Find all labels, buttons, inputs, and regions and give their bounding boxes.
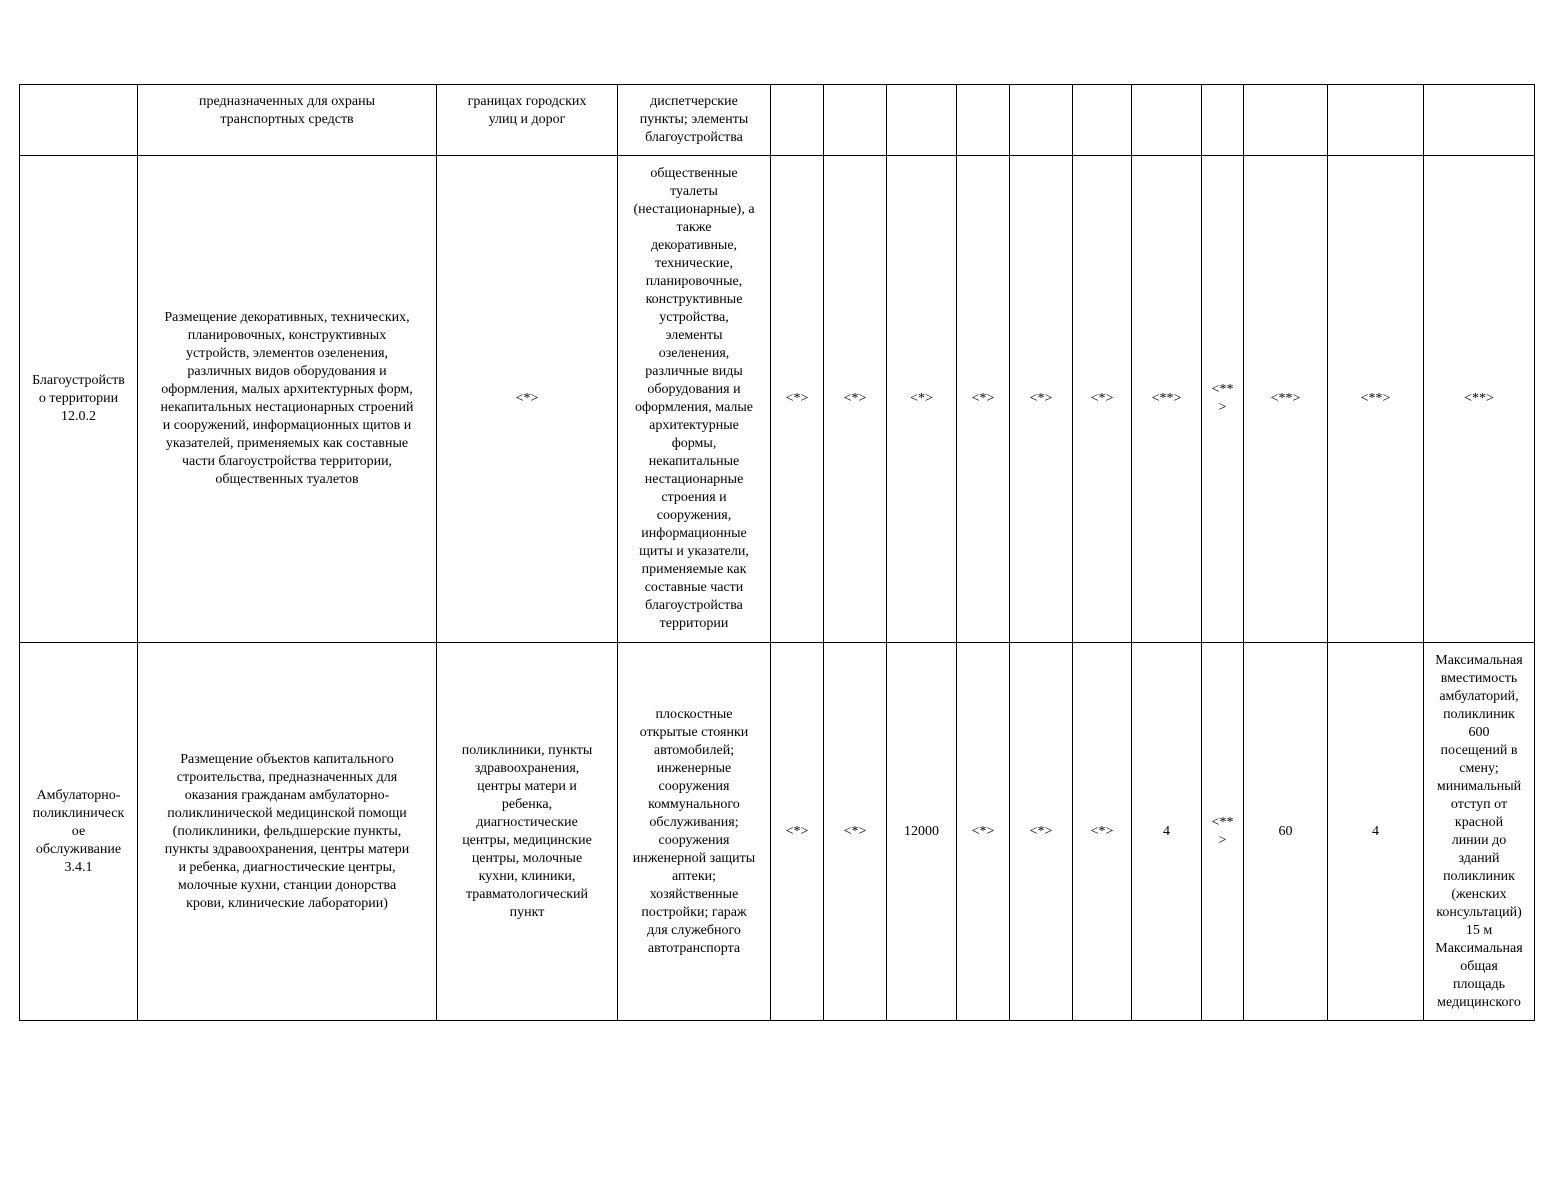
table-cell: <*> bbox=[437, 156, 618, 643]
table-row bbox=[20, 85, 1535, 156]
regulations-table bbox=[19, 84, 1535, 1021]
table-cell bbox=[20, 85, 138, 156]
table-cell bbox=[824, 85, 887, 156]
table-cell: 4 bbox=[1132, 643, 1202, 1021]
table-cell: <**> bbox=[1328, 156, 1424, 643]
table-cell: <*> bbox=[1010, 643, 1073, 1021]
table-cell-text: Максимальная вместимость амбулаторий, поликлиник 600 посещений в смену; минимальный отступ от красной линии до зданий поликлиник (женских консультаций) 15 м Максимальная общая площадь медицинского bbox=[1435, 652, 1523, 1010]
table-cell: границах городских улиц и дорог bbox=[437, 85, 618, 156]
table-cell: <*> bbox=[1073, 156, 1132, 643]
table-cell bbox=[1424, 85, 1535, 156]
table-cell: <*> bbox=[771, 156, 824, 643]
table-cell bbox=[1073, 85, 1132, 156]
table-cell bbox=[1202, 85, 1244, 156]
table-cell: плоскостные открытые стоянки автомобилей; инженерные сооружения коммунального обслуживания; сооружения инженерной защиты аптеки; хозяйственные постройки; гараж для служебного автотранспорта bbox=[618, 643, 771, 1021]
table-cell bbox=[1328, 85, 1424, 156]
table-cell: <*> bbox=[957, 643, 1010, 1021]
table-cell: <*> bbox=[887, 156, 957, 643]
table-cell: 4 bbox=[1328, 643, 1424, 1021]
table-cell: Размещение объектов капитального строительства, предназначенных для оказания гражданам амбулаторно- поликлинической медицинской помощи (поликлиники, фельдшерские пункты, пункты здравоохранения, центры матери и ребенка, диагностические центры, молочные кухни, станции донорства крови, клинические лаборатории) bbox=[138, 643, 437, 1021]
table-cell bbox=[771, 85, 824, 156]
table-cell: Размещение декоративных, технических, планировочных, конструктивных устройств, элементов озеленения, различных видов оборудования и оформления, малых архитектурных форм, некапитальных нестационарных строений и сооружений, информационных щитов и указателей, применяемых как составные части благоустройства территории, общественных туалетов bbox=[138, 156, 437, 643]
table-cell bbox=[1132, 85, 1202, 156]
table-cell bbox=[1424, 643, 1535, 1021]
table-cell: <*> bbox=[957, 156, 1010, 643]
table-cell bbox=[1010, 85, 1073, 156]
table-cell bbox=[957, 85, 1010, 156]
table-cell: <*> bbox=[1073, 643, 1132, 1021]
table-cell: общественные туалеты (нестационарные), а также декоративные, технические, планировочные, конструктивные устройства, элементы озеленения, различные виды оборудования и оформления, малые архитектурные формы, некапитальные нестационарные строения и сооружения, информационные щиты и указатели, применяемые как составные части благоустройства территории bbox=[618, 156, 771, 643]
table-cell: <**> bbox=[1132, 156, 1202, 643]
table-cell: Благоустройств о территории 12.0.2 bbox=[20, 156, 138, 643]
table-cell bbox=[887, 85, 957, 156]
table-cell bbox=[1244, 85, 1328, 156]
table-cell: <*> bbox=[771, 643, 824, 1021]
table-cell: 60 bbox=[1244, 643, 1328, 1021]
table-cell: <*> bbox=[1010, 156, 1073, 643]
table-cell: <*> bbox=[824, 643, 887, 1021]
table-cell: <**> bbox=[1424, 156, 1535, 643]
table-row bbox=[20, 643, 1535, 1021]
table-cell: 12000 bbox=[887, 643, 957, 1021]
table-cell: Амбулаторно- поликлиническ ое обслуживание 3.4.1 bbox=[20, 643, 138, 1021]
table-cell: <*> bbox=[824, 156, 887, 643]
table-cell: предназначенных для охраны транспортных средств bbox=[138, 85, 437, 156]
table-cell: <** > bbox=[1202, 643, 1244, 1021]
table-cell: <**> bbox=[1244, 156, 1328, 643]
table-cell: <** > bbox=[1202, 156, 1244, 643]
table-row bbox=[20, 156, 1535, 643]
table-cell: диспетчерские пункты; элементы благоустройства bbox=[618, 85, 771, 156]
table-cell: поликлиники, пункты здравоохранения, центры матери и ребенка, диагностические центры, медицинские центры, молочные кухни, клиники, травматологический пункт bbox=[437, 643, 618, 1021]
